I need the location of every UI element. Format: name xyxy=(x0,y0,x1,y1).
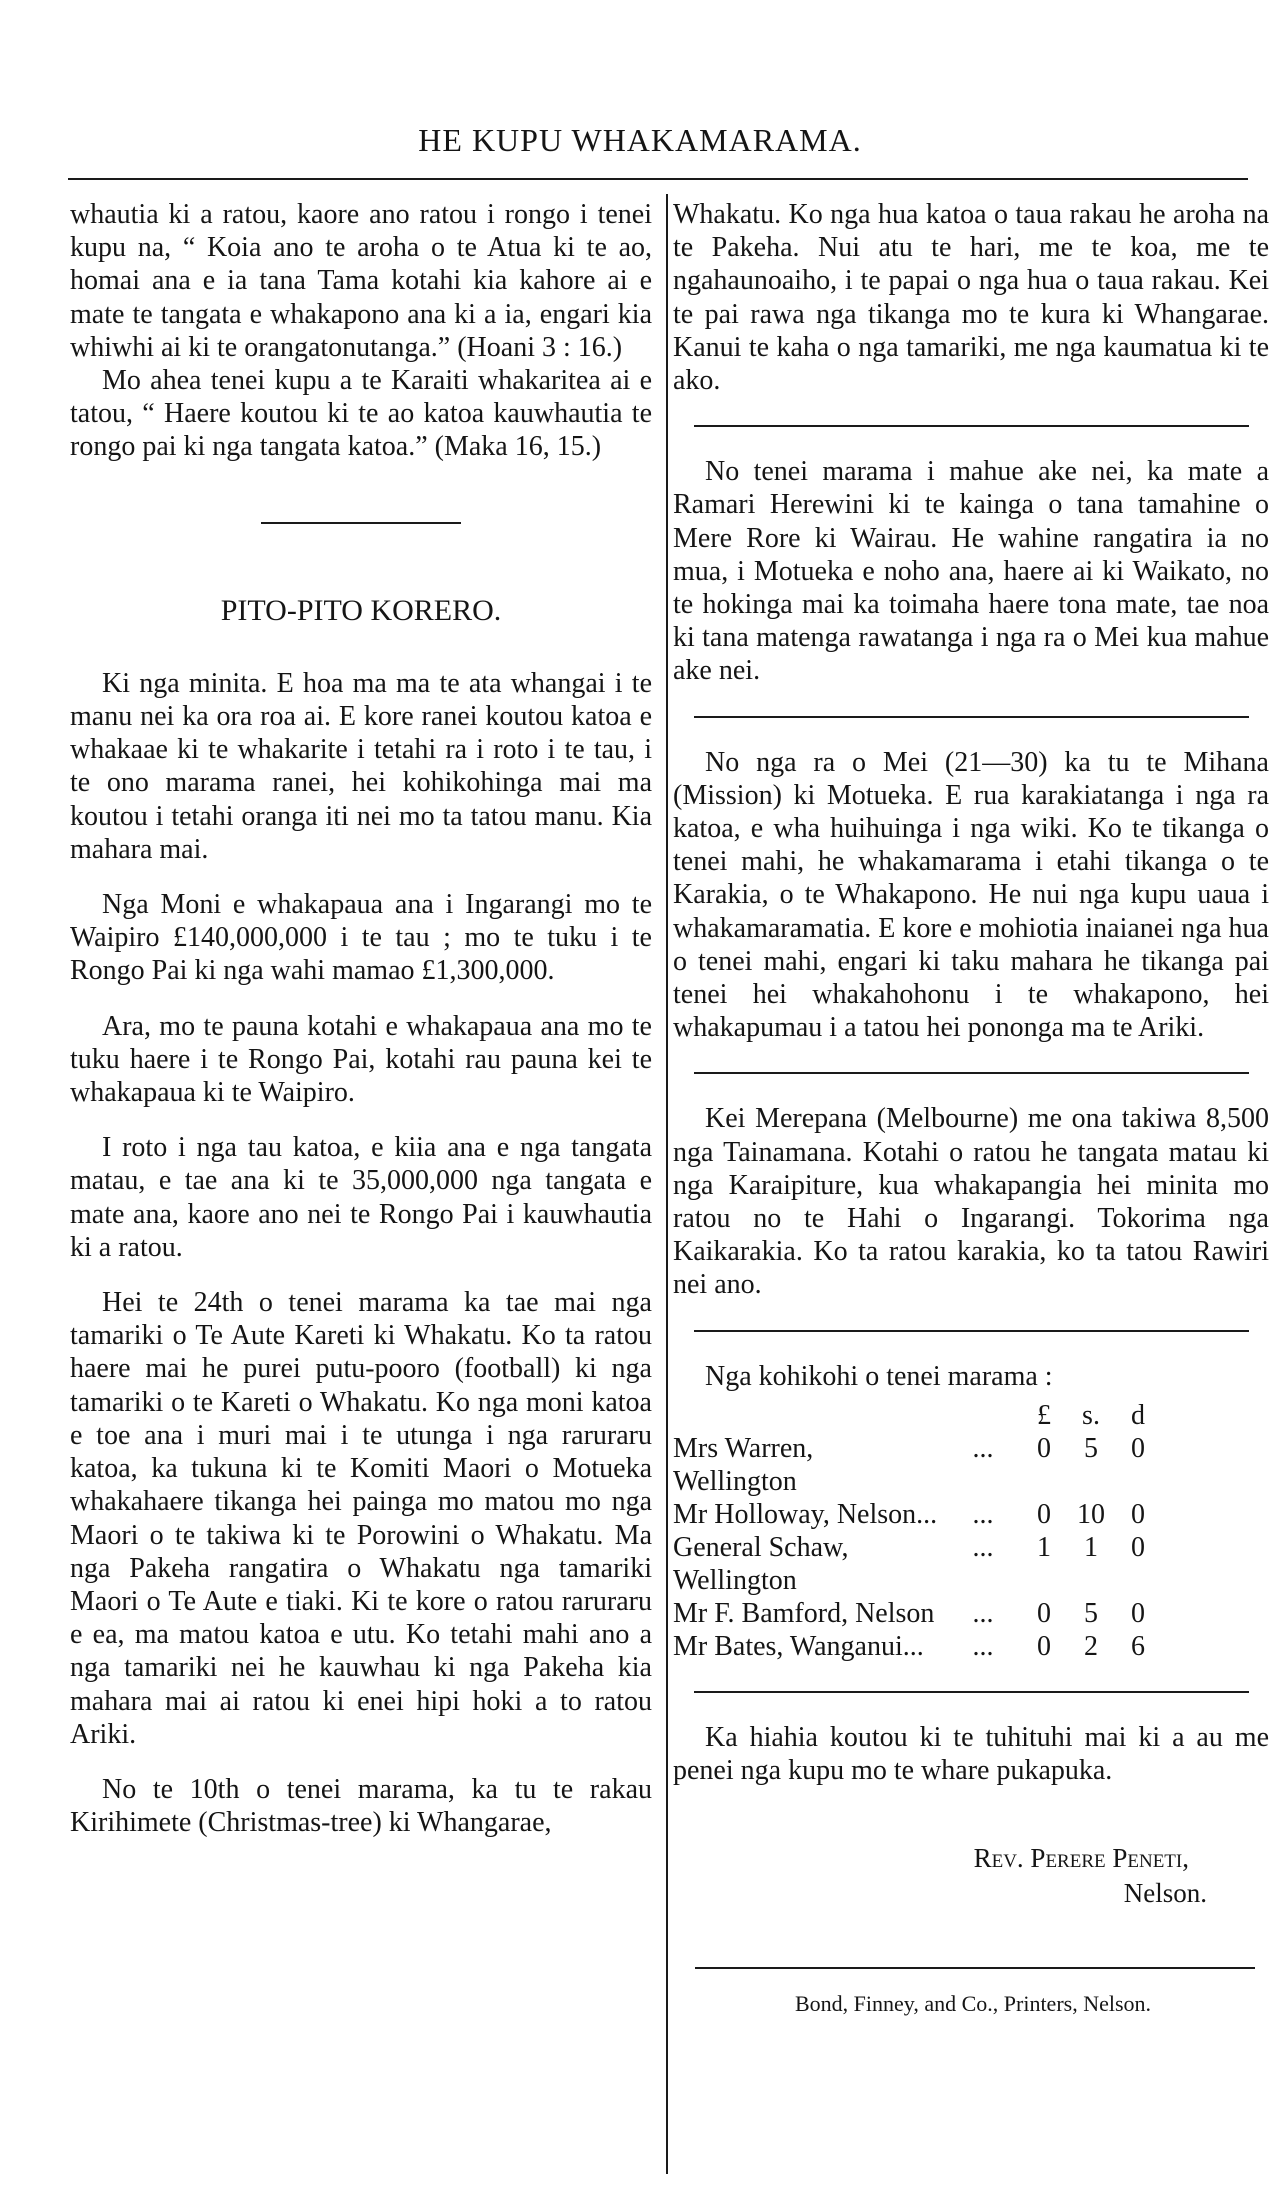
section-separator xyxy=(261,522,461,524)
signature xyxy=(673,1841,1269,1875)
section-separator xyxy=(694,716,1249,718)
section-title: PITO-PITO KORERO. xyxy=(220,593,502,627)
column-divider xyxy=(666,194,668,2174)
leader-dots: ... xyxy=(972,1597,994,1629)
signature-place: Nelson. xyxy=(1123,1878,1207,1909)
pence-header: d xyxy=(1131,1399,1145,1431)
paragraph: Nga Moni e whakapaua ana i Ingarangi mo te Waipiro £140,000,000 i te tau ; mo te tuku i te Rongo Pai ki nga wahi mamao £1,300,000. xyxy=(70,889,652,987)
paragraph: Ka hiahia koutou ki te tuhituhi mai ki a au me penei nga kupu mo te whare pukapuka. xyxy=(673,1721,1269,1787)
paragraph: No tenei marama i mahue ake nei, ka mate a Ramari Herewini ki te kainga o tana tamahine o Mere Rore ki Wairau. He wahine rangatira ia no mua, i Motueka e noho ana, haere ai ki Waikato, no te hokinga mai ka toimaha haere tona mate, tae noa ki tana matenga rawatanga i nga ra o Mei kua mahue ake nei. xyxy=(673,456,1269,687)
right-column xyxy=(673,198,1269,2020)
amount-pence: 0 xyxy=(1131,1432,1145,1464)
amount-shillings: 1 xyxy=(1084,1531,1098,1563)
paragraph: No te 10th o tenei marama, ka tu te rakau Kirihimete (Christmas-tree) ki Whangarae, xyxy=(70,1773,652,1839)
amount-pounds: 0 xyxy=(1037,1498,1051,1530)
paragraph: I roto i nga tau katoa, e kiia ana e nga tangata matau, e tae ana ki te 35,000,000 nga tangata e mate ana, kaore ano nei te Rongo Pai i kauwhautia ki a ratou. xyxy=(70,1132,652,1263)
leader-dots: ... xyxy=(972,1498,994,1530)
amount-shillings: 5 xyxy=(1084,1432,1098,1464)
shillings-header: s. xyxy=(1082,1399,1100,1431)
paragraph: Hei te 24th o tenei marama ka tae mai nga tamariki o Te Aute Kareti ki Whakatu. Ko ta ratou haere mai he purei putu-pooro (football) ki nga tamariki o te Kareti o Whakatu. Ko nga moni katoa e toe ana i muri mai i te utunga i nga raruraru katoa, ka tukuna ki te Komiti Maori o Motueka whakahaere tikanga hei painga mo matou mo nga Maori o te takiwa ki te Porowini o Whakatu. Ma nga Pakeha rangatira o Whakatu nga tamariki Maori o Te Aute e tiaki. Ki te kore o ratou raruraru e ea, ma matou katoa e utu. Ko tetahi mahi ano a nga tamariki nei he kauwhau ki nga Pakeha kia mahara mai ai ratou ki enei hipi hoki a to ratou Ariki. xyxy=(70,1287,652,1750)
donor-name: Mr Holloway, Nelson... xyxy=(673,1498,938,1530)
amount-pence: 0 xyxy=(1131,1597,1145,1629)
amount-shillings: 2 xyxy=(1084,1630,1098,1662)
table-row xyxy=(673,1432,1159,1498)
table-row xyxy=(673,1597,1159,1630)
paragraph: Ara, mo te pauna kotahi e whakapaua ana mo te tuku haere i te Rongo Pai, kotahi rau pauna kei te whakapaua ki te Waipiro. xyxy=(70,1010,652,1109)
donations-table xyxy=(673,1399,1159,1663)
amount-pence: 6 xyxy=(1131,1630,1145,1662)
left-column xyxy=(70,198,652,1839)
table-row xyxy=(673,1630,1159,1663)
amount-shillings: 10 xyxy=(1077,1498,1105,1530)
donor-name: Mrs Warren, Wellington xyxy=(673,1432,814,1497)
amount-pounds: 0 xyxy=(1037,1432,1051,1464)
table-row xyxy=(673,1498,1159,1531)
leader-dots: ... xyxy=(972,1531,994,1563)
leader-dots: ... xyxy=(972,1432,994,1464)
paragraph: Mo ahea tenei kupu a te Karaiti whakaritea ai e tatou, “ Haere koutou ki te ao katoa kauwhautia te rongo pai ki nga tangata katoa.” (Maka 16, 15.) xyxy=(70,365,652,463)
pounds-header: £ xyxy=(1037,1399,1051,1431)
donor-name: Mr F. Bamford, Nelson xyxy=(673,1597,935,1629)
footer-rule xyxy=(695,1967,1255,1969)
page-header-title: HE KUPU WHAKAMARAMA. xyxy=(418,122,862,158)
amount-pounds: 0 xyxy=(1037,1630,1051,1662)
amount-pence: 0 xyxy=(1131,1498,1145,1530)
section-separator xyxy=(694,1072,1249,1074)
amount-pence: 0 xyxy=(1131,1531,1145,1563)
section-separator xyxy=(694,1330,1249,1332)
donations-header-row xyxy=(673,1399,1159,1432)
header-rule xyxy=(68,178,1248,180)
donor-name: General Schaw, Wellington xyxy=(673,1531,849,1596)
printer-imprint: Bond, Finney, and Co., Printers, Nelson. xyxy=(794,1990,1152,2016)
leader-dots: ... xyxy=(972,1630,994,1662)
paragraph: No nga ra o Mei (21—30) ka tu te Mihana (Mission) ki Motueka. E rua karakiatanga i nga ra katoa, e wha huihuinga i nga wiki. Ko te tikanga o tenei mahi, he whakamarama i etahi tikanga o te Karakia, o te Whakapono. He nui nga kupu uaua i whakamaramatia. E kore e mohiotia inaianei nga hua o tenei mahi, engari ki taku mahara he tikanga pai tenei hei whakahohonu i te whakapono, hei whakapumau i a tatou hei pononga ma te Ariki. xyxy=(673,746,1269,1044)
amount-pounds: 0 xyxy=(1037,1597,1051,1629)
donations-heading: Nga kohikohi o tenei marama : xyxy=(705,1360,1053,1392)
paragraph: whautia ki a ratou, kaore ano ratou i rongo i tenei kupu na, “ Koia ano te aroha o te Atua ki te ao, homai ana e ia tana Tama kotahi kia kahore ai e mate te tangata e whakapono ana ki a ia, engari kia whiwhi ai ki te orangatonutanga.” (Hoani 3 : 16.) xyxy=(70,199,652,363)
table-row xyxy=(673,1531,1159,1597)
paragraph: Ki nga minita. E hoa ma ma te ata whangai i te manu nei ka ora roa ai. E kore ranei koutou katoa e whakaae ki te whakarite i tetahi ra i roto i te tau, i te ono marama ranei, hei kohikohinga mai ma koutou i tetahi oranga iti nei mo ta tatou manu. Kia mahara mai. xyxy=(70,667,652,865)
amount-shillings: 5 xyxy=(1084,1597,1098,1629)
section-separator xyxy=(694,425,1249,427)
donor-name: Mr Bates, Wanganui... xyxy=(673,1630,924,1662)
paragraph: Whakatu. Ko nga hua katoa o taua rakau he aroha na te Pakeha. Nui atu te hari, me te koa, me te ngahaunoaiho, i te papai o nga hua o taua rakau. Kei te pai rawa nga tikanga mo te kura ki Whangarae. Kanui te kaha o nga tamariki, me nga kaumatua ki te ako. xyxy=(673,199,1269,397)
paragraph: Kei Merepana (Melbourne) me ona takiwa 8,500 nga Tainamana. Kotahi o ratou he tangata matau ki nga Karaipiture, kua whakapangia hei minita mo ratou no te Hahi o Ingarangi. Tokorima nga Kaikarakia. Ko ta ratou karakia, ko ta tatou Rawiri nei ano. xyxy=(673,1103,1269,1301)
signature-name: Rev. Perere Peneti, xyxy=(973,1843,1189,1874)
section-separator xyxy=(694,1691,1249,1693)
amount-pounds: 1 xyxy=(1037,1531,1051,1563)
